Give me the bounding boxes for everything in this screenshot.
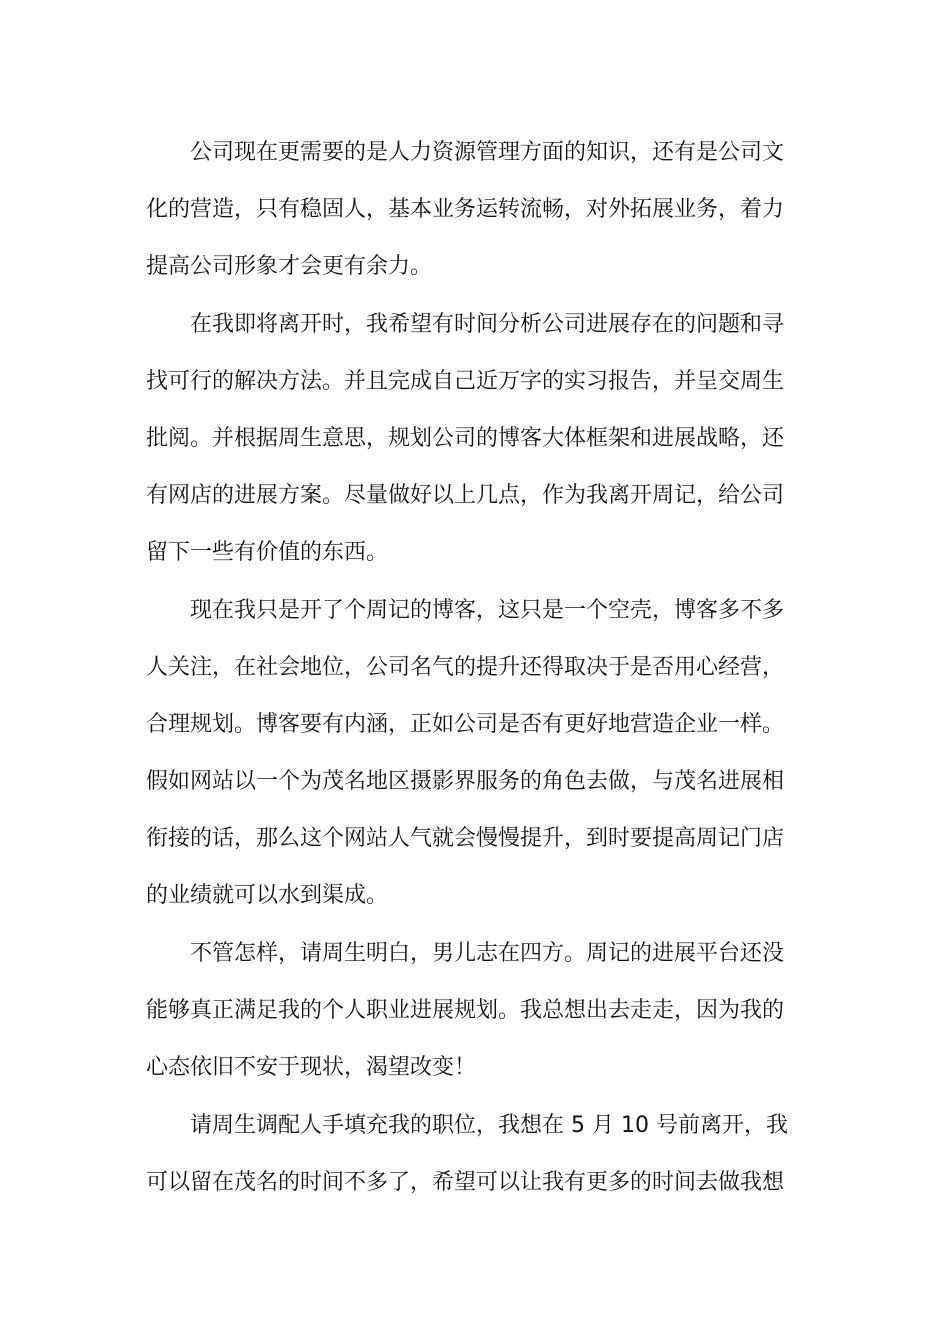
paragraph [146,925,806,1096]
paragraph-line: 不管怎样，请周生明白，男儿志在四方。周记的进展平台还没 [190,941,785,966]
paragraph-line: 假如网站以一个为茂名地区摄影界服务的角色去做，与茂名进展相 [146,769,785,794]
paragraph-line: 的业绩就可以水到渠成。 [146,883,389,908]
paragraph-line: 请周生调配人手填充我的职位，我想在 5 月 10 号前离开，我 [190,1113,788,1138]
paragraph-line: 在我即将离开时，我希望有时间分析公司进展存在的问题和寻 [190,312,785,337]
paragraph [146,582,806,924]
paragraph-line: 批阅。并根据周生意思，规划公司的博客大体框架和进展战略，还 [146,426,785,451]
paragraph-line: 合理规划。博客要有内涵，正如公司是否有更好地营造企业一样。 [146,712,785,737]
paragraph-line: 找可行的解决方法。并且完成自己近万字的实习报告，并呈交周生 [146,369,785,394]
paragraph-line: 人关注，在社会地位，公司名气的提升还得取决于是否用心经营， [146,655,785,680]
paragraph-line: 留下一些有价值的东西。 [146,540,389,565]
paragraph-line: 提高公司形象才会更有余力。 [146,254,433,279]
paragraph [146,124,806,295]
paragraph-line: 能够真正满足我的个人职业进展规划。我总想出去走走，因为我的 [146,998,785,1023]
paragraph-line: 心态依旧不安于现状，渴望改变！ [146,1055,477,1080]
paragraph-line: 衔接的话，那么这个网站人气就会慢慢提升，到时要提高周记门店 [146,826,785,851]
paragraph [146,296,806,581]
paragraph-line: 公司现在更需要的是人力资源管理方面的知识，还有是公司文 [190,140,785,165]
paragraph [146,1097,806,1211]
document-body [146,124,806,1211]
paragraph-line: 化的营造，只有稳固人，基本业务运转流畅，对外拓展业务，着力 [146,197,785,222]
paragraph-line: 现在我只是开了个周记的博客，这只是一个空壳，博客多不多 [190,598,785,623]
paragraph-line: 有网店的进展方案。尽量做好以上几点，作为我离开周记，给公司 [146,483,785,508]
paragraph-line: 可以留在茂名的时间不多了，希望可以让我有更多的时间去做我想 [146,1170,785,1195]
